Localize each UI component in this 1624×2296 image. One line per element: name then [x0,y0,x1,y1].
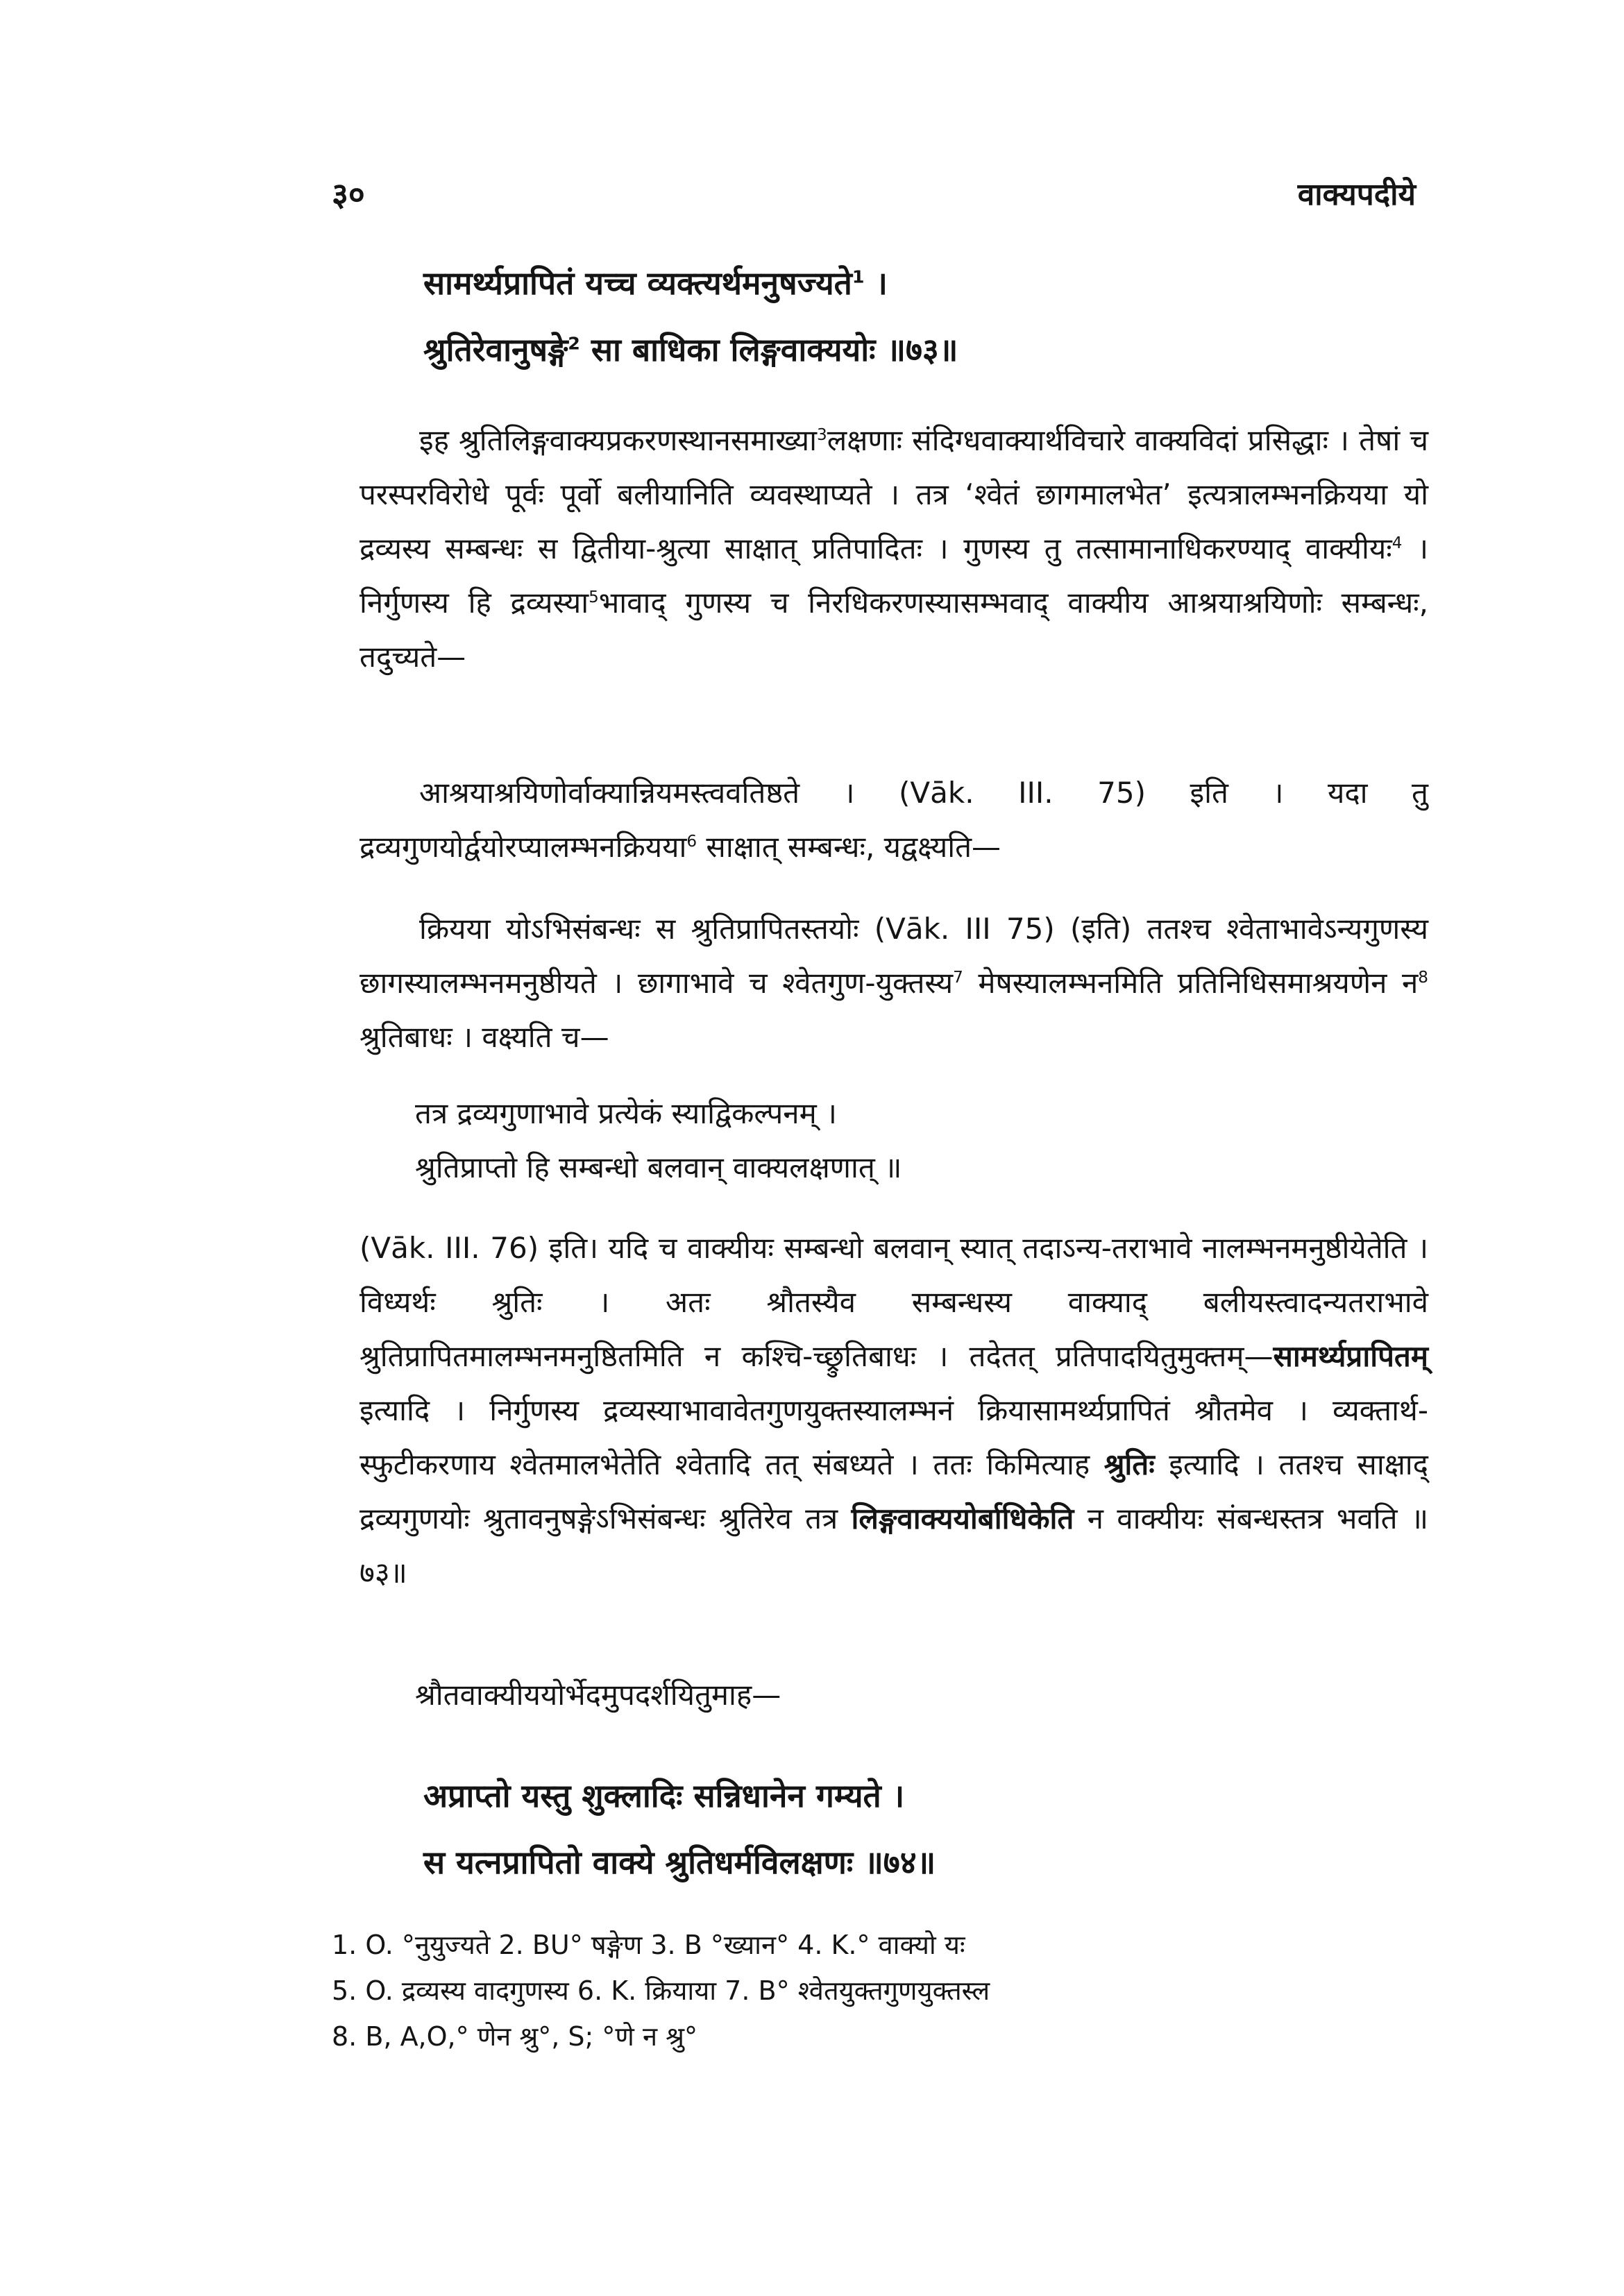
bold-term: श्रुतिः [1103,1447,1155,1481]
text-run: न वाक्यीयः संबन्धस्तत्र भवति ॥७३॥ [360,1502,1428,1590]
bold-term: सामर्थ्यप्रापितम् [1273,1339,1428,1373]
paragraph-text [360,414,1428,684]
text-run: (Vāk. III. 76) इति। यदि च वाक्यीयः सम्बन्धो बलवान् स्यात् तदाऽन्य-तराभावे नालम्भनमनुष्ठीयेतेति । विध्यर्थः श्रुतिः । अतः श्रौतस्यैव सम्बन्धस्य वाक्याद् बलीयस्त्वादन्यतराभावे श्रुतिप्रापितमालम्भनमनुष्ठितमिति न कश्चि-च्छ्रुतिबाधः । तदेतत् प्रतिपादयितुमुक्तम्— [360,1231,1428,1373]
footnote-line: 5. O. द्रव्यस्य वादगुणस्य 6. K. क्रियाया 7. B° श्वेतयुक्तगुणयुक्तस्ल [332,1975,990,2006]
verse-73 [423,250,958,383]
bold-term: लिङ्गवाक्ययोर्बाधिकेति [851,1502,1074,1536]
text-run: मेषस्यालम्भनमिति प्रतिनिधिसमाश्रयणेन न [963,966,1419,1000]
text-run: श्रुतिबाधः । वक्ष्यति च— [360,1020,609,1054]
text-run: । निर्गुणस्य हि द्रव्यस्या [360,532,1428,620]
footnote-ref: 1 [852,266,865,287]
commentary-paragraph [360,766,1428,874]
footnote-ref: 5 [589,588,599,606]
paragraph-text [360,902,1428,1064]
text-run: भावाद् गुणस्य च निरधिकरणस्यासम्भवाद् वाक्यीय आश्रयाश्रयिणोः सम्बन्धः, तदुच्यते— [360,586,1428,674]
introductory-line: श्रौतवाक्यीययोर्भेदमुपदर्शयितुमाह— [415,1678,781,1712]
footnote-line: 1. O. °नुयुज्यते 2. BU° षङ्गेण 3. B °ख्यान° 4. K.° वाक्यो यः [332,1930,965,1960]
running-title: वाक्यपदीये [1297,177,1416,212]
text-run: आश्रयाश्रयिणोर्वाक्यान्नियमस्त्ववतिष्ठते । (Vāk. III. 75) इति । यदा तु द्रव्यगुणयोर्द्वयोरप्यालम्भनक्रियया [360,776,1428,864]
page-header [332,172,1416,221]
quoted-verse-76 [415,1087,902,1195]
footnote-ref: 7 [953,969,963,987]
verse-text: श्रुतिरेवानुषङ्गे [423,331,568,368]
text-run: क्रियया योऽभिसंबन्धः स श्रुतिप्रापितस्तयोः (Vāk. III 75) (इति) ततश्च श्वेताभावेऽन्यगुणस्य छागस्यालम्भनमनुष्ठीयते । छागाभावे च श्वेतगुण-युक्तस्य [360,912,1428,1000]
verse-line: अप्राप्तो यस्तु शुक्लादिः सन्निधानेन गम्यते । [423,1777,905,1814]
verse-line: स यत्नप्रापितो वाक्ये श्रुतिधर्मविलक्षणः ॥७४॥ [423,1844,936,1881]
quote-line: श्रुतिप्राप्तो हि सम्बन्धो बलवान् वाक्यलक्षणात् ॥ [415,1150,902,1184]
footnote-ref: 6 [686,833,697,851]
verse-text: सामर्थ्यप्रापितं यच्च व्यक्त्यर्थमनुषज्यते [423,264,852,302]
footnote-ref: 8 [1418,969,1428,987]
text-run: साक्षात् सम्बन्धः, यद्वक्ष्यति— [697,830,1001,864]
commentary-paragraph [360,902,1428,1064]
paragraph-text [360,766,1428,874]
footnote-ref: 4 [1392,534,1403,552]
verse-text: सा बाधिका लिङ्गवाक्ययोः ॥७३॥ [580,331,958,368]
text-run: इत्यादि । निर्गुणस्य द्रव्यस्याभावावेतगुणयुक्तस्यालम्भनं क्रियासामर्थ्यप्रापितं श्रौतमेव । व्यक्तार्थ-स्फुटीकरणाय श्वेतमालभेतेति श्वेतादि तत् संबध्यते । ततः किमित्याह [360,1393,1428,1481]
text-run: लक्षणाः संदिग्धवाक्यार्थविचारे वाक्यविदां प्रसिद्धाः । तेषां च परस्परविरोधे पूर्वः पूर्वो बलीयानिति व्यवस्थाप्यते । तत्र ‘श्वेतं छागमालभेत’ इत्यत्रालम्भनक्रियया यो द्रव्यस्य सम्बन्धः स द्वितीया-श्रुत्या साक्षात् प्रतिपादितः । गुणस्य तु तत्सामानाधिकरण्याद् वाक्यीयः [360,423,1428,566]
verse-74 [423,1762,936,1896]
footnotes [332,1922,990,2059]
text-run: इह श्रुतिलिङ्गवाक्यप्रकरणस्थानसमाख्या [419,423,818,457]
verse-line [423,316,958,383]
commentary-paragraph [360,1221,1428,1600]
commentary-paragraph [360,414,1428,684]
verse-line [423,250,958,316]
quote-line: तत्र द्रव्यगुणाभावे प्रत्येकं स्याद्विकल्पनम् । [415,1096,837,1130]
text-run: इत्यादि । ततश्च साक्षाद् द्रव्यगुणयोः श्रुतावनुषङ्गेऽभिसंबन्धः श्रुतिरेव तत्र [360,1447,1428,1536]
verse-text: । [864,264,888,302]
footnote-ref: 3 [817,426,827,444]
footnote-ref: 2 [568,333,580,354]
footnote-line: 8. B, A,O,° णेन श्रु°, S; °णे न श्रु° [332,2021,698,2052]
paragraph-text [360,1221,1428,1600]
page-number: ३० [332,176,365,213]
